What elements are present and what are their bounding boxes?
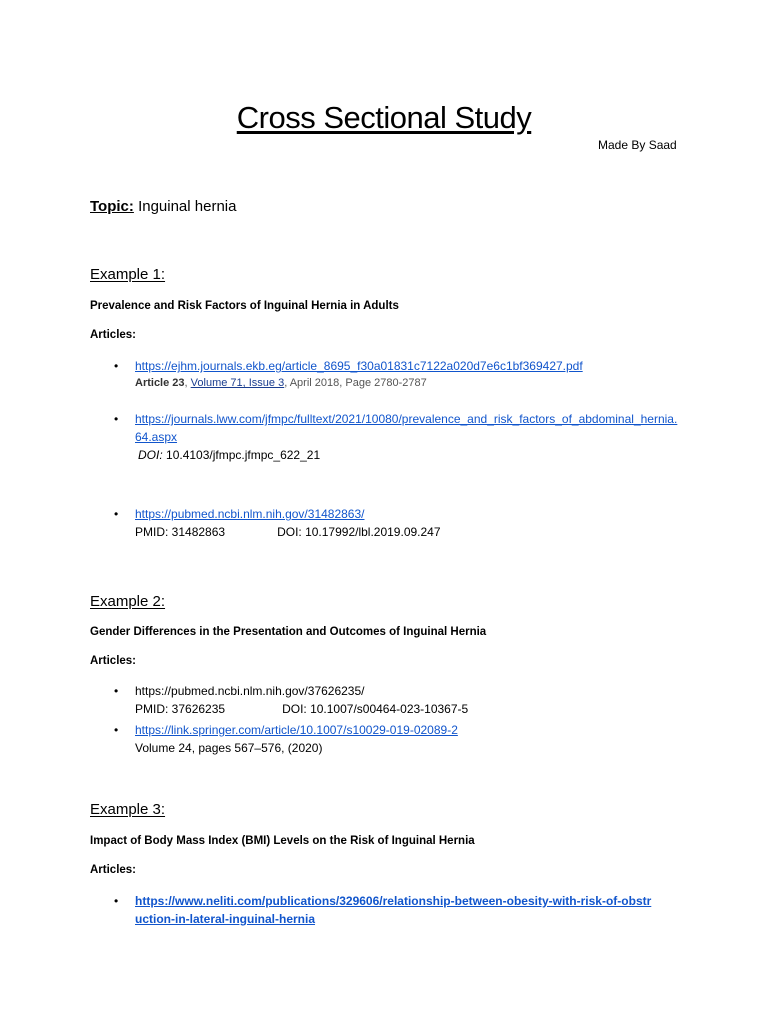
article-note: Volume 24, pages 567–576, (2020) <box>135 741 323 755</box>
list-item <box>114 892 655 928</box>
list-item <box>114 682 680 718</box>
bullet: • <box>114 359 119 373</box>
bullet: • <box>114 894 119 908</box>
article-link[interactable]: https://www.neliti.com/publications/329606/relationship-between-obesity-with-risk-of-obstruction-in-lateral-inguinal-hernia <box>135 894 652 926</box>
article-link[interactable]: https://pubmed.ncbi.nlm.nih.gov/31482863/ <box>135 507 365 521</box>
list-item <box>114 721 680 757</box>
doi: DOI: 10.17992/lbl.2019.09.247 <box>277 525 441 539</box>
example-3-articles-label: Articles: <box>90 864 137 876</box>
topic-value: Inguinal hernia <box>138 198 237 215</box>
article-link[interactable]: https://ejhm.journals.ekb.eg/article_8695_f30a01831c7122a020d7e6c1bf369427.pdf <box>135 359 583 373</box>
list-item <box>114 505 680 541</box>
bullet: • <box>114 507 119 521</box>
article-meta: Article 23, Volume 71, Issue 3, April 2018, Page 2780-2787 <box>135 377 427 389</box>
article-ids <box>135 700 680 718</box>
example-2-subtitle: Gender Differences in the Presentation and Outcomes of Inguinal Hernia <box>90 626 487 638</box>
article-date-pages: , April 2018, Page 2780-2787 <box>284 377 427 389</box>
article-doi <box>135 446 680 464</box>
topic-line <box>90 197 236 217</box>
article-link[interactable]: https://link.springer.com/article/10.1007/s10029-019-02089-2 <box>135 723 458 737</box>
example-1-articles-label: Articles: <box>90 329 137 341</box>
bullet: • <box>114 412 119 426</box>
example-1-subtitle: Prevalence and Risk Factors of Inguinal Hernia in Adults <box>90 300 399 312</box>
bullet: • <box>114 723 119 737</box>
article-url: https://pubmed.ncbi.nlm.nih.gov/37626235/ <box>135 684 365 698</box>
article-ids <box>135 523 680 541</box>
doi: DOI: 10.1007/s00464-023-10367-5 <box>282 702 469 716</box>
doi-label: DOI: <box>138 448 163 462</box>
pmid: PMID: 37626235 <box>135 702 226 716</box>
list-item <box>114 410 680 464</box>
page-title: Cross Sectional Study <box>236 100 532 135</box>
pmid: PMID: 31482863 <box>135 525 226 539</box>
article-number: Article 23 <box>135 377 185 389</box>
example-3-subtitle: Impact of Body Mass Index (BMI) Levels on the Risk of Inguinal Hernia <box>90 835 475 847</box>
doi-value: 10.4103/jfmpc.jfmpc_622_21 <box>166 448 321 462</box>
example-1-heading: Example 1: <box>90 266 166 283</box>
example-2-articles-label: Articles: <box>90 655 137 667</box>
example-3-heading: Example 3: <box>90 801 166 818</box>
author-line: Made By Saad <box>598 138 677 152</box>
topic-label: Topic: <box>90 198 134 215</box>
bullet: • <box>114 684 119 698</box>
example-2-heading: Example 2: <box>90 593 166 610</box>
volume-link[interactable]: Volume 71, Issue 3 <box>190 377 285 389</box>
article-link[interactable]: https://journals.lww.com/jfmpc/fulltext/2021/10080/prevalence_and_risk_factors_of_abdominal_hernia.64.aspx <box>135 412 678 444</box>
list-item <box>114 357 680 391</box>
